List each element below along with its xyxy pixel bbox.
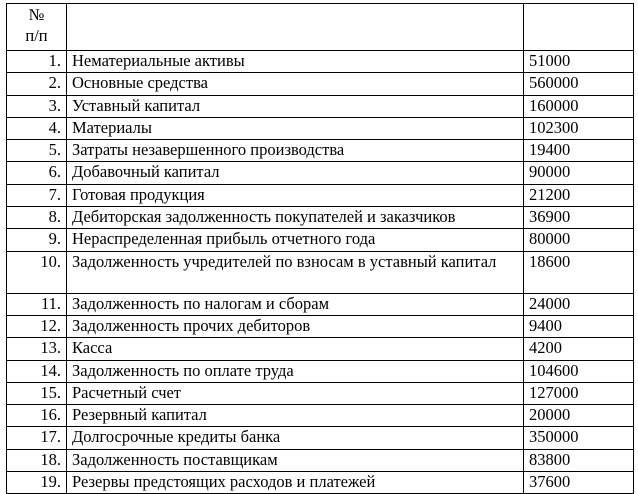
table-row <box>7 338 634 360</box>
row-number: 8. <box>7 207 67 229</box>
table-row <box>7 184 634 206</box>
row-number: 9. <box>7 229 67 251</box>
row-value: 104600 <box>524 360 634 382</box>
table-row <box>7 73 634 95</box>
row-name: Затраты незавершенного производства <box>67 140 524 162</box>
row-value: 19400 <box>524 140 634 162</box>
row-value: 21200 <box>524 184 634 206</box>
row-number: 15. <box>7 382 67 404</box>
name-column-header <box>67 4 524 51</box>
row-name: Уставный капитал <box>67 95 524 117</box>
row-number: 5. <box>7 140 67 162</box>
row-name: Задолженность прочих дебиторов <box>67 315 524 337</box>
table-row <box>7 207 634 229</box>
table-row <box>7 427 634 449</box>
row-name: Задолженность поставщикам <box>67 449 524 471</box>
row-name: Расчетный счет <box>67 382 524 404</box>
row-name: Задолженность по налогам и сборам <box>67 293 524 315</box>
table-row <box>7 405 634 427</box>
row-number: 2. <box>7 73 67 95</box>
row-number: 1. <box>7 51 67 73</box>
row-name: Готовая продукция <box>67 184 524 206</box>
row-value: 350000 <box>524 427 634 449</box>
row-name: Резервы предстоящих расходов и платежей <box>67 472 524 494</box>
row-value: 160000 <box>524 95 634 117</box>
row-number: 13. <box>7 338 67 360</box>
table-row <box>7 140 634 162</box>
table-row <box>7 51 634 73</box>
row-number: 6. <box>7 162 67 184</box>
value-column-header <box>524 4 634 51</box>
row-name: Нематериальные активы <box>67 51 524 73</box>
table-row <box>7 293 634 315</box>
table-row <box>7 229 634 251</box>
row-name: Резервный капитал <box>67 405 524 427</box>
row-number: 7. <box>7 184 67 206</box>
row-name: Материалы <box>67 117 524 139</box>
row-value: 37600 <box>524 472 634 494</box>
row-value: 83800 <box>524 449 634 471</box>
row-name: Добавочный капитал <box>67 162 524 184</box>
row-name: Долгосрочные кредиты банка <box>67 427 524 449</box>
row-number: 19. <box>7 472 67 494</box>
row-value: 127000 <box>524 382 634 404</box>
table-header-row <box>7 4 634 51</box>
table-row <box>7 251 634 293</box>
row-name: Дебиторская задолженность покупателей и заказчиков <box>67 207 524 229</box>
row-number: 4. <box>7 117 67 139</box>
row-number: 14. <box>7 360 67 382</box>
table-row <box>7 315 634 337</box>
row-number: 11. <box>7 293 67 315</box>
table-row <box>7 449 634 471</box>
row-name: Касса <box>67 338 524 360</box>
row-value: 51000 <box>524 51 634 73</box>
row-value: 80000 <box>524 229 634 251</box>
row-number: 16. <box>7 405 67 427</box>
row-name: Задолженность по оплате труда <box>67 360 524 382</box>
number-sign: № <box>28 5 45 24</box>
row-number: 10. <box>7 251 67 293</box>
number-abbrev: п/п <box>25 26 48 45</box>
row-number: 3. <box>7 95 67 117</box>
table-row <box>7 117 634 139</box>
number-column-header <box>7 4 67 51</box>
row-name: Основные средства <box>67 73 524 95</box>
table-row <box>7 162 634 184</box>
row-value: 102300 <box>524 117 634 139</box>
row-value: 90000 <box>524 162 634 184</box>
row-number: 17. <box>7 427 67 449</box>
row-name: Нераспределенная прибыль отчетного года <box>67 229 524 251</box>
row-value: 20000 <box>524 405 634 427</box>
table-row <box>7 360 634 382</box>
row-number: 18. <box>7 449 67 471</box>
row-value: 4200 <box>524 338 634 360</box>
balance-items-table <box>6 3 634 494</box>
row-name: Задолженность учредителей по взносам в уставный капитал <box>67 251 524 293</box>
row-value: 24000 <box>524 293 634 315</box>
row-value: 18600 <box>524 251 634 293</box>
row-number: 12. <box>7 315 67 337</box>
row-value: 36900 <box>524 207 634 229</box>
table-row <box>7 382 634 404</box>
table-row <box>7 472 634 494</box>
row-value: 9400 <box>524 315 634 337</box>
table-row <box>7 95 634 117</box>
row-value: 560000 <box>524 73 634 95</box>
